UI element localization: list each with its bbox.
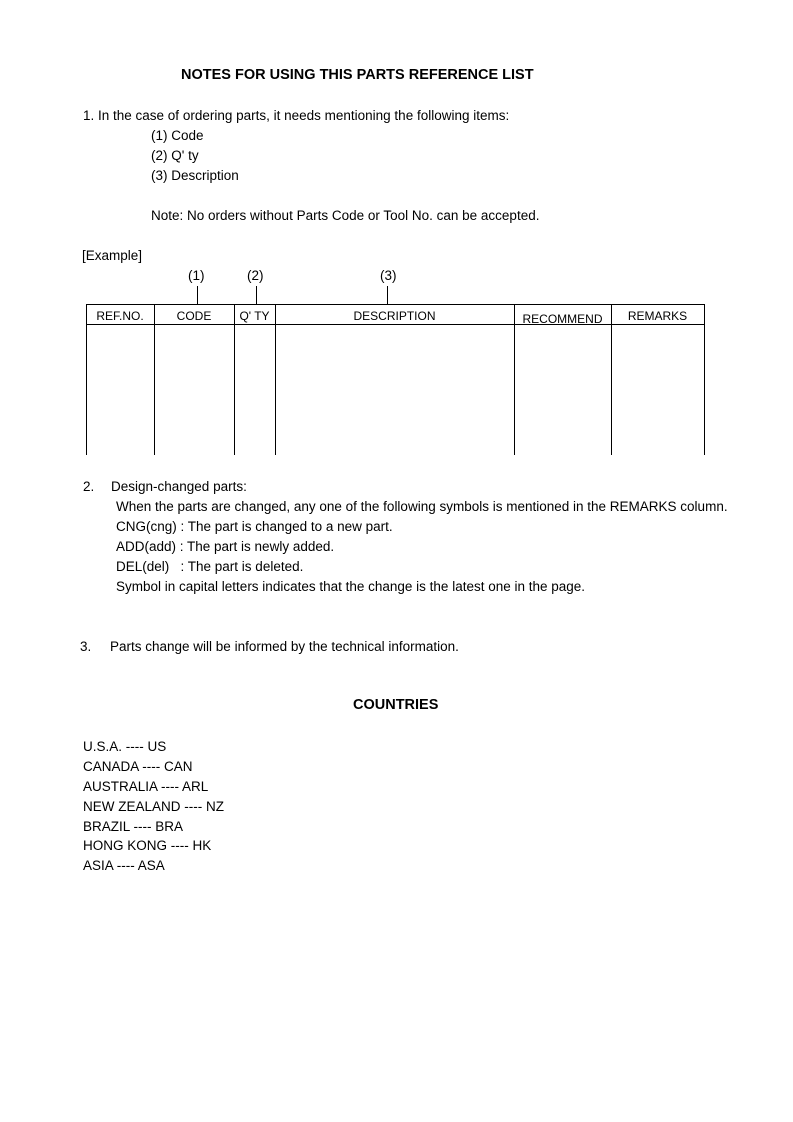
- column-header-remarks: REMARKS: [627, 309, 688, 323]
- page-title: NOTES FOR USING THIS PARTS REFERENCE LIST: [181, 67, 534, 83]
- column-header-qty: Q' TY: [239, 309, 270, 323]
- country-item: NEW ZEALAND ---- NZ: [83, 799, 224, 814]
- country-item: U.S.A. ---- US: [83, 739, 167, 754]
- order-item-qty: (2) Q' ty: [151, 148, 199, 163]
- section2-line: When the parts are changed, any one of the following symbols is mentioned in the REMARKS column.: [116, 499, 728, 514]
- order-item-description: (3) Description: [151, 168, 239, 183]
- country-item: AUSTRALIA ---- ARL: [83, 779, 209, 794]
- table-header-border: [86, 324, 705, 325]
- section2-line: ADD(add) : The part is newly added.: [116, 539, 335, 554]
- section2-number: 2.: [83, 479, 95, 494]
- order-item-code: (1) Code: [151, 128, 204, 143]
- example-marker-qty: (2): [247, 268, 264, 283]
- table-divider: [234, 304, 235, 455]
- section3-number: 3.: [80, 639, 92, 654]
- order-note: Note: No orders without Parts Code or Tool No. can be accepted.: [151, 208, 540, 223]
- example-label: [Example]: [82, 248, 143, 263]
- table-divider: [154, 304, 155, 455]
- section3-text: Parts change will be informed by the technical information.: [110, 639, 459, 654]
- section2-line: Symbol in capital letters indicates that the change is the latest one in the page.: [116, 579, 586, 594]
- countries-heading: COUNTRIES: [353, 697, 439, 713]
- example-marker-description: (3): [380, 268, 397, 283]
- table-top-border: [86, 304, 705, 305]
- column-header-code: CODE: [176, 309, 212, 323]
- column-header-recommend: RECOMMEND: [522, 312, 603, 326]
- column-header-description: DESCRIPTION: [353, 309, 436, 323]
- table-border-right: [704, 304, 705, 455]
- country-item: ASIA ---- ASA: [83, 858, 165, 873]
- section2-line: CNG(cng) : The part is changed to a new part.: [116, 519, 393, 534]
- marker-tick-description: [387, 286, 388, 304]
- country-item: HONG KONG ---- HK: [83, 838, 212, 853]
- marker-tick-code: [197, 286, 198, 304]
- section1-intro: 1. In the case of ordering parts, it needs mentioning the following items:: [83, 108, 510, 123]
- marker-tick-qty: [256, 286, 257, 304]
- table-border-left: [86, 304, 87, 455]
- example-marker-code: (1): [188, 268, 205, 283]
- column-header-refno: REF.NO.: [96, 309, 144, 323]
- country-item: CANADA ---- CAN: [83, 759, 193, 774]
- section2-heading: Design-changed parts:: [111, 479, 247, 494]
- section2-line: DEL(del) : The part is deleted.: [116, 559, 304, 574]
- table-divider: [275, 304, 276, 455]
- table-divider: [611, 304, 612, 455]
- country-item: BRAZIL ---- BRA: [83, 819, 184, 834]
